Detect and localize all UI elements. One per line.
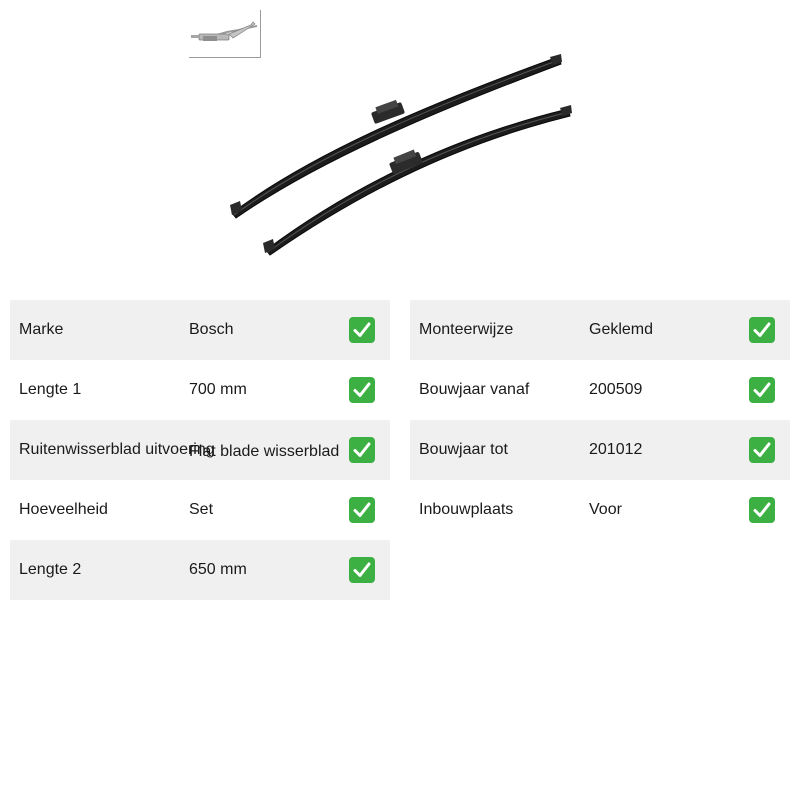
spec-value: Flat blade wisserblad: [189, 443, 340, 460]
spec-value: 700 mm: [189, 381, 247, 398]
spec-value: 201012: [589, 441, 643, 458]
spec-label: Monteerwijze: [419, 321, 514, 338]
check-icon: [749, 437, 775, 463]
check-icon: [749, 497, 775, 523]
spec-label: Hoeveelheid: [19, 501, 108, 518]
check-icon: [749, 317, 775, 343]
spec-row-monteerwijze: [410, 300, 790, 360]
spec-label: Lengte 2: [19, 561, 82, 578]
check-icon: [349, 317, 375, 343]
spec-label: Lengte 1: [19, 381, 82, 398]
spec-label: Ruitenwisserblad uitvoering: [19, 441, 215, 458]
spec-label: Bouwjaar tot: [419, 441, 508, 458]
spec-label: Marke: [19, 321, 64, 338]
spec-value: Voor: [589, 501, 622, 518]
spec-label: Bouwjaar vanaf: [419, 381, 530, 398]
spec-row-lengte-2: [10, 540, 390, 600]
check-icon: [749, 377, 775, 403]
spec-table-right: [410, 300, 790, 540]
spec-row-lengte-1: [10, 360, 390, 420]
spec-value: Bosch: [189, 321, 234, 338]
spec-value: 200509: [589, 381, 643, 398]
spec-row-bouwjaar-tot: [410, 420, 790, 480]
check-icon: [349, 557, 375, 583]
spec-row-inbouwplaats: [410, 480, 790, 540]
check-icon: [349, 437, 375, 463]
spec-row-marke: [10, 300, 390, 360]
spec-value: 650 mm: [189, 561, 247, 578]
spec-value: Set: [189, 501, 214, 518]
spec-row-uitvoering: [10, 420, 390, 480]
spec-table-left: [10, 300, 390, 600]
check-icon: [349, 497, 375, 523]
wiper-blade-set-image: [220, 45, 585, 265]
spec-value: Geklemd: [589, 321, 654, 338]
check-icon: [349, 377, 375, 403]
spec-row-bouwjaar-vanaf: [410, 360, 790, 420]
spec-row-hoeveelheid: [10, 480, 390, 540]
spec-label: Inbouwplaats: [419, 501, 514, 518]
